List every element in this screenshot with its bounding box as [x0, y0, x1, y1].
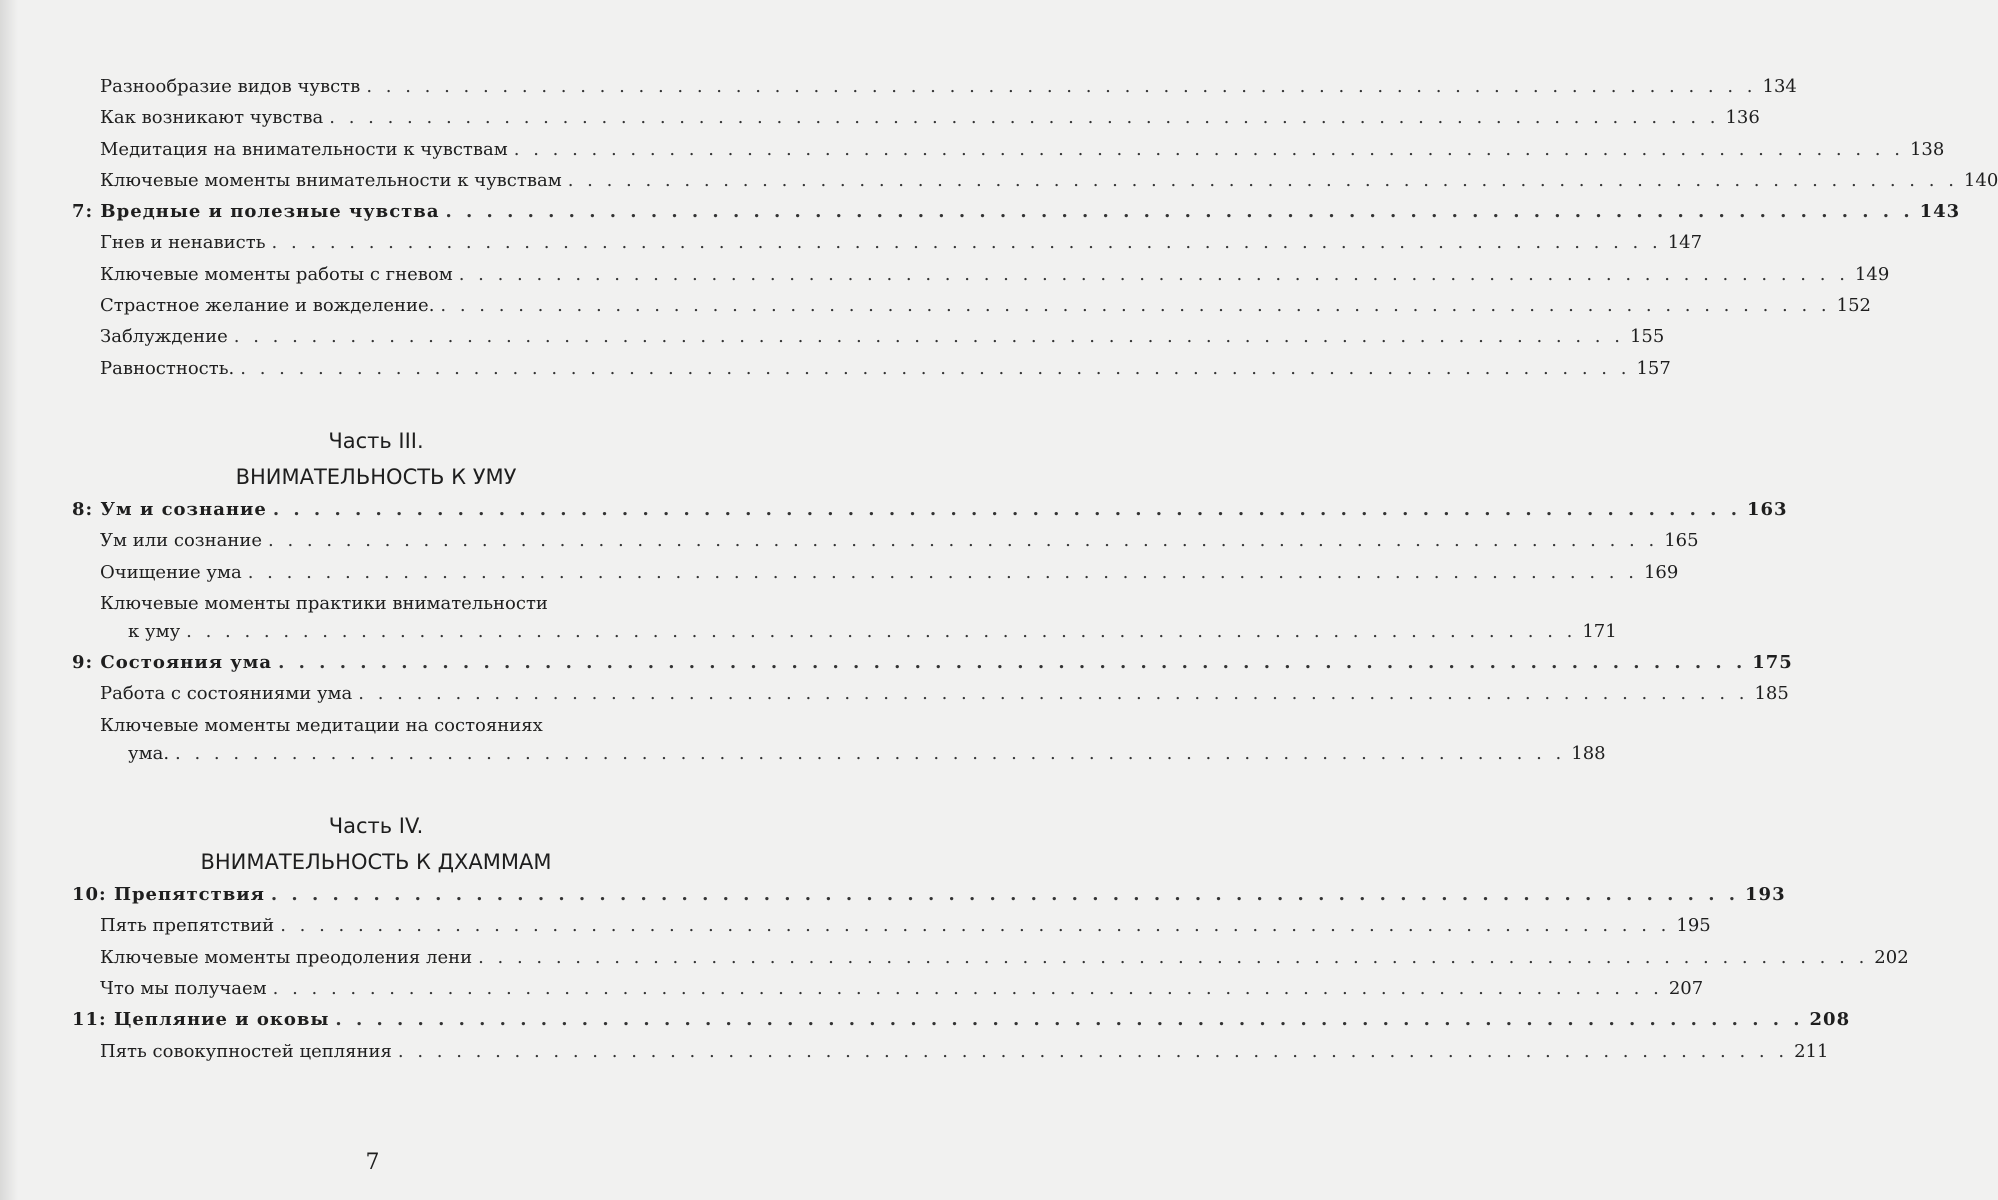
dot-leader: . . . . . . . . . . . . . . . . . . . . . . . . . . . . . . . . . . . . . . . . . . . . . . . . . . . . . . . . . . . . . . . . . . . . . . . . [366, 76, 1757, 97]
toc-entry-page: 171 [1582, 620, 1617, 642]
dot-leader: . . . . . . . . . . . . . . . . . . . . . . . . . . . . . . . . . . . . . . . . . . . . . . . . . . . . . . . . . . . . . . . . . . . . . . . . [268, 530, 1659, 552]
toc-entry-page: 185 [1754, 683, 1789, 705]
toc-entry[interactable] [72, 946, 1909, 978]
toc-chapter-8[interactable] [72, 498, 1788, 530]
toc-section-1 [72, 76, 1998, 201]
dot-leader: . . . . . . . . . . . . . . . . . . . . . . . . . . . . . . . . . . . . . . . . . . . . . . . . . . . . . . . . . . . . . . . . . . . . . . . . [478, 946, 1869, 968]
toc-chapter-7[interactable] [72, 201, 1961, 232]
toc-entry-page: 165 [1664, 530, 1699, 552]
part-title: ВНИМАТЕЛЬНОСТЬ К УМУ [235, 464, 517, 489]
toc-entry[interactable] [72, 107, 1760, 138]
toc-entry-page: 140 [1963, 169, 1998, 191]
toc-chapter-title: 10: Препятствия [72, 884, 265, 906]
toc-entry-title: Пять препятствий [100, 915, 275, 937]
toc-entry-wrapped[interactable] [72, 714, 1606, 774]
toc-entry-page: 211 [1794, 1040, 1829, 1062]
toc-chapter-page: 163 [1746, 498, 1788, 520]
toc-entry[interactable] [72, 76, 1797, 107]
toc-entry-title: Ум или сознание [100, 530, 262, 552]
toc-entry-title: Равностность. [100, 357, 235, 379]
toc-entry[interactable] [72, 326, 1665, 357]
dot-leader: . . . . . . . . . . . . . . . . . . . . . . . . . . . . . . . . . . . . . . . . . . . . . . . . . . . . . . . . . . . . . . . . . . . . . . . . [175, 742, 1566, 764]
toc-chapter-page: 193 [1745, 884, 1786, 906]
table-of-contents [72, 76, 1998, 1072]
toc-entry-page: 138 [1909, 138, 1945, 160]
toc-entry[interactable] [72, 683, 1789, 714]
toc-entry-title: Очищение ума [100, 561, 242, 583]
dot-leader: . . . . . . . . . . . . . . . . . . . . . . . . . . . . . . . . . . . . . . . . . . . . . . . . . . . . . . . . . . . . . . . . . . . . . . . . [445, 201, 1914, 223]
dot-leader: . . . . . . . . . . . . . . . . . . . . . . . . . . . . . . . . . . . . . . . . . . . . . . . . . . . . . . . . . . . . . . . . . . . . . . . . [272, 977, 1663, 999]
dot-leader: . . . . . . . . . . . . . . . . . . . . . . . . . . . . . . . . . . . . . . . . . . . . . . . . . . . . . . . . . . . . . . . . . . . . . . . . [270, 884, 1740, 906]
page-binding-shadow [0, 0, 18, 1200]
toc-entry-continuation [72, 742, 1606, 774]
toc-chapter-page: 208 [1809, 1009, 1851, 1031]
spacer [72, 389, 680, 423]
dot-leader: . . . . . . . . . . . . . . . . . . . . . . . . . . . . . . . . . . . . . . . . . . . . . . . . . . . . . . . . . . . . . . . . . . . . . . . . [329, 107, 1720, 129]
toc-entry[interactable] [72, 357, 1671, 389]
toc-chapter-title: 9: Состояния ума [72, 652, 273, 674]
dot-leader: . . . . . . . . . . . . . . . . . . . . . . . . . . . . . . . . . . . . . . . . . . . . . . . . . . . . . . . . . . . . . . . . . . . . . . . . [358, 683, 1749, 705]
toc-entry-title-line: Ключевые моменты практики внимательности [100, 592, 548, 614]
dot-leader: . . . . . . . . . . . . . . . . . . . . . . . . . . . . . . . . . . . . . . . . . . . . . . . . . . . . . . . . . . . . . . . . . . . . . . . . [271, 232, 1662, 254]
toc-entry-title: Работа с состояниями ума [100, 683, 353, 705]
toc-entry-page: 195 [1676, 915, 1711, 937]
part-title: ВНИМАТЕЛЬНОСТЬ К ДХАММАМ [200, 850, 552, 875]
toc-entry-title: Как возникают чувства [100, 107, 324, 129]
toc-entry[interactable] [72, 263, 1890, 295]
page-number: 7 [365, 1150, 380, 1175]
dot-leader: . . . . . . . . . . . . . . . . . . . . . . . . . . . . . . . . . . . . . . . . . . . . . . . . . . . . . . . . . . . . . . . . . . . . . . . . [513, 138, 1904, 160]
toc-entry-page: 152 [1836, 295, 1871, 317]
dot-leader: . . . . . . . . . . . . . . . . . . . . . . . . . . . . . . . . . . . . . . . . . . . . . . . . . . . . . . . . . . . . . . . . . . . . . . . . [335, 1009, 1804, 1031]
toc-entry-page: 147 [1667, 232, 1703, 254]
toc-entry-title: Ключевые моменты преодоления лени [100, 946, 473, 968]
toc-entry-title-line: ума. [128, 742, 170, 764]
toc-entry-page: 169 [1643, 561, 1679, 583]
toc-entry-title: Медитация на внимательности к чувствам [100, 138, 508, 160]
dot-leader: . . . . . . . . . . . . . . . . . . . . . . . . . . . . . . . . . . . . . . . . . . . . . . . . . . . . . . . . . . . . . . . . . . . . . . . . [440, 295, 1831, 317]
toc-chapter-title: 7: Вредные и полезные чувства [72, 201, 440, 223]
spacer [72, 774, 680, 808]
toc-entry-page: 188 [1571, 742, 1606, 764]
toc-entry-title: Страстное желание и вожделение. [100, 295, 435, 317]
part-label: Часть III. [328, 428, 424, 453]
toc-entry-title: Ключевые моменты внимательности к чувствам [100, 169, 562, 191]
toc-entry-title: Разнообразие видов чувств [100, 76, 361, 97]
toc-entry-title: Пять совокупностей цепляния [100, 1040, 392, 1062]
toc-entry[interactable] [72, 530, 1699, 561]
part-label: Часть IV. [328, 814, 424, 839]
dot-leader: . . . . . . . . . . . . . . . . . . . . . . . . . . . . . . . . . . . . . . . . . . . . . . . . . . . . . . . . . . . . . . . . . . . . . . . . [240, 357, 1631, 379]
toc-entry-wrapped[interactable] [72, 592, 1617, 652]
toc-entry[interactable] [72, 169, 1998, 201]
toc-entry-page: 155 [1629, 326, 1665, 348]
toc-chapter-title: 8: Ум и сознание [72, 498, 267, 520]
dot-leader: . . . . . . . . . . . . . . . . . . . . . . . . . . . . . . . . . . . . . . . . . . . . . . . . . . . . . . . . . . . . . . . . . . . . . . . . [233, 326, 1624, 348]
dot-leader: . . . . . . . . . . . . . . . . . . . . . . . . . . . . . . . . . . . . . . . . . . . . . . . . . . . . . . . . . . . . . . . . . . . . . . . . [272, 498, 1741, 520]
toc-entry-continuation [72, 620, 1617, 652]
toc-entry-page: 202 [1874, 946, 1909, 968]
toc-entry-page: 157 [1636, 357, 1671, 379]
toc-chapter-page: 175 [1752, 652, 1793, 674]
toc-entry-title: Заблуждение [100, 326, 228, 348]
toc-entry-title: Ключевые моменты работы с гневом [100, 263, 453, 285]
toc-entry-title-line: к уму [128, 620, 181, 642]
dot-leader: . . . . . . . . . . . . . . . . . . . . . . . . . . . . . . . . . . . . . . . . . . . . . . . . . . . . . . . . . . . . . . . . . . . . . . . . [186, 620, 1577, 642]
toc-entry-title: Что мы получаем [100, 977, 267, 999]
toc-chapter-10[interactable] [72, 884, 1786, 915]
toc-entry[interactable] [72, 561, 1679, 593]
dot-leader: . . . . . . . . . . . . . . . . . . . . . . . . . . . . . . . . . . . . . . . . . . . . . . . . . . . . . . . . . . . . . . . . . . . . . . . . [280, 915, 1671, 937]
dot-leader: . . . . . . . . . . . . . . . . . . . . . . . . . . . . . . . . . . . . . . . . . . . . . . . . . . . . . . . . . . . . . . . . . . . . . . . . [247, 561, 1638, 583]
dot-leader: . . . . . . . . . . . . . . . . . . . . . . . . . . . . . . . . . . . . . . . . . . . . . . . . . . . . . . . . . . . . . . . . . . . . . . . . [458, 263, 1849, 285]
toc-entry-page: 136 [1725, 107, 1760, 129]
toc-entry[interactable] [72, 915, 1711, 946]
toc-entry[interactable] [72, 1040, 1829, 1072]
toc-section-2 [72, 232, 1890, 388]
toc-entry[interactable] [72, 232, 1703, 263]
toc-entry-title: Гнев и ненависть [100, 232, 266, 254]
toc-entry[interactable] [72, 977, 1704, 1009]
toc-entry-page: 134 [1762, 76, 1797, 97]
toc-chapter-title: 11: Цепляние и оковы [72, 1009, 330, 1031]
toc-entry-page: 207 [1668, 977, 1704, 999]
dot-leader: . . . . . . . . . . . . . . . . . . . . . . . . . . . . . . . . . . . . . . . . . . . . . . . . . . . . . . . . . . . . . . . . . . . . . . . . [278, 652, 1747, 674]
toc-chapter-11[interactable] [72, 1009, 1851, 1040]
toc-chapter-9[interactable] [72, 652, 1793, 683]
toc-entry[interactable] [72, 138, 1945, 170]
toc-chapter-page: 143 [1919, 201, 1961, 223]
dot-leader: . . . . . . . . . . . . . . . . . . . . . . . . . . . . . . . . . . . . . . . . . . . . . . . . . . . . . . . . . . . . . . . . . . . . . . . . [397, 1040, 1789, 1062]
toc-entry[interactable] [72, 295, 1871, 326]
toc-entry-title-line: Ключевые моменты медитации на состояниях [100, 714, 543, 736]
toc-entry-page: 149 [1854, 263, 1890, 285]
dot-leader: . . . . . . . . . . . . . . . . . . . . . . . . . . . . . . . . . . . . . . . . . . . . . . . . . . . . . . . . . . . . . . . . . . . . . . . . [567, 169, 1958, 191]
